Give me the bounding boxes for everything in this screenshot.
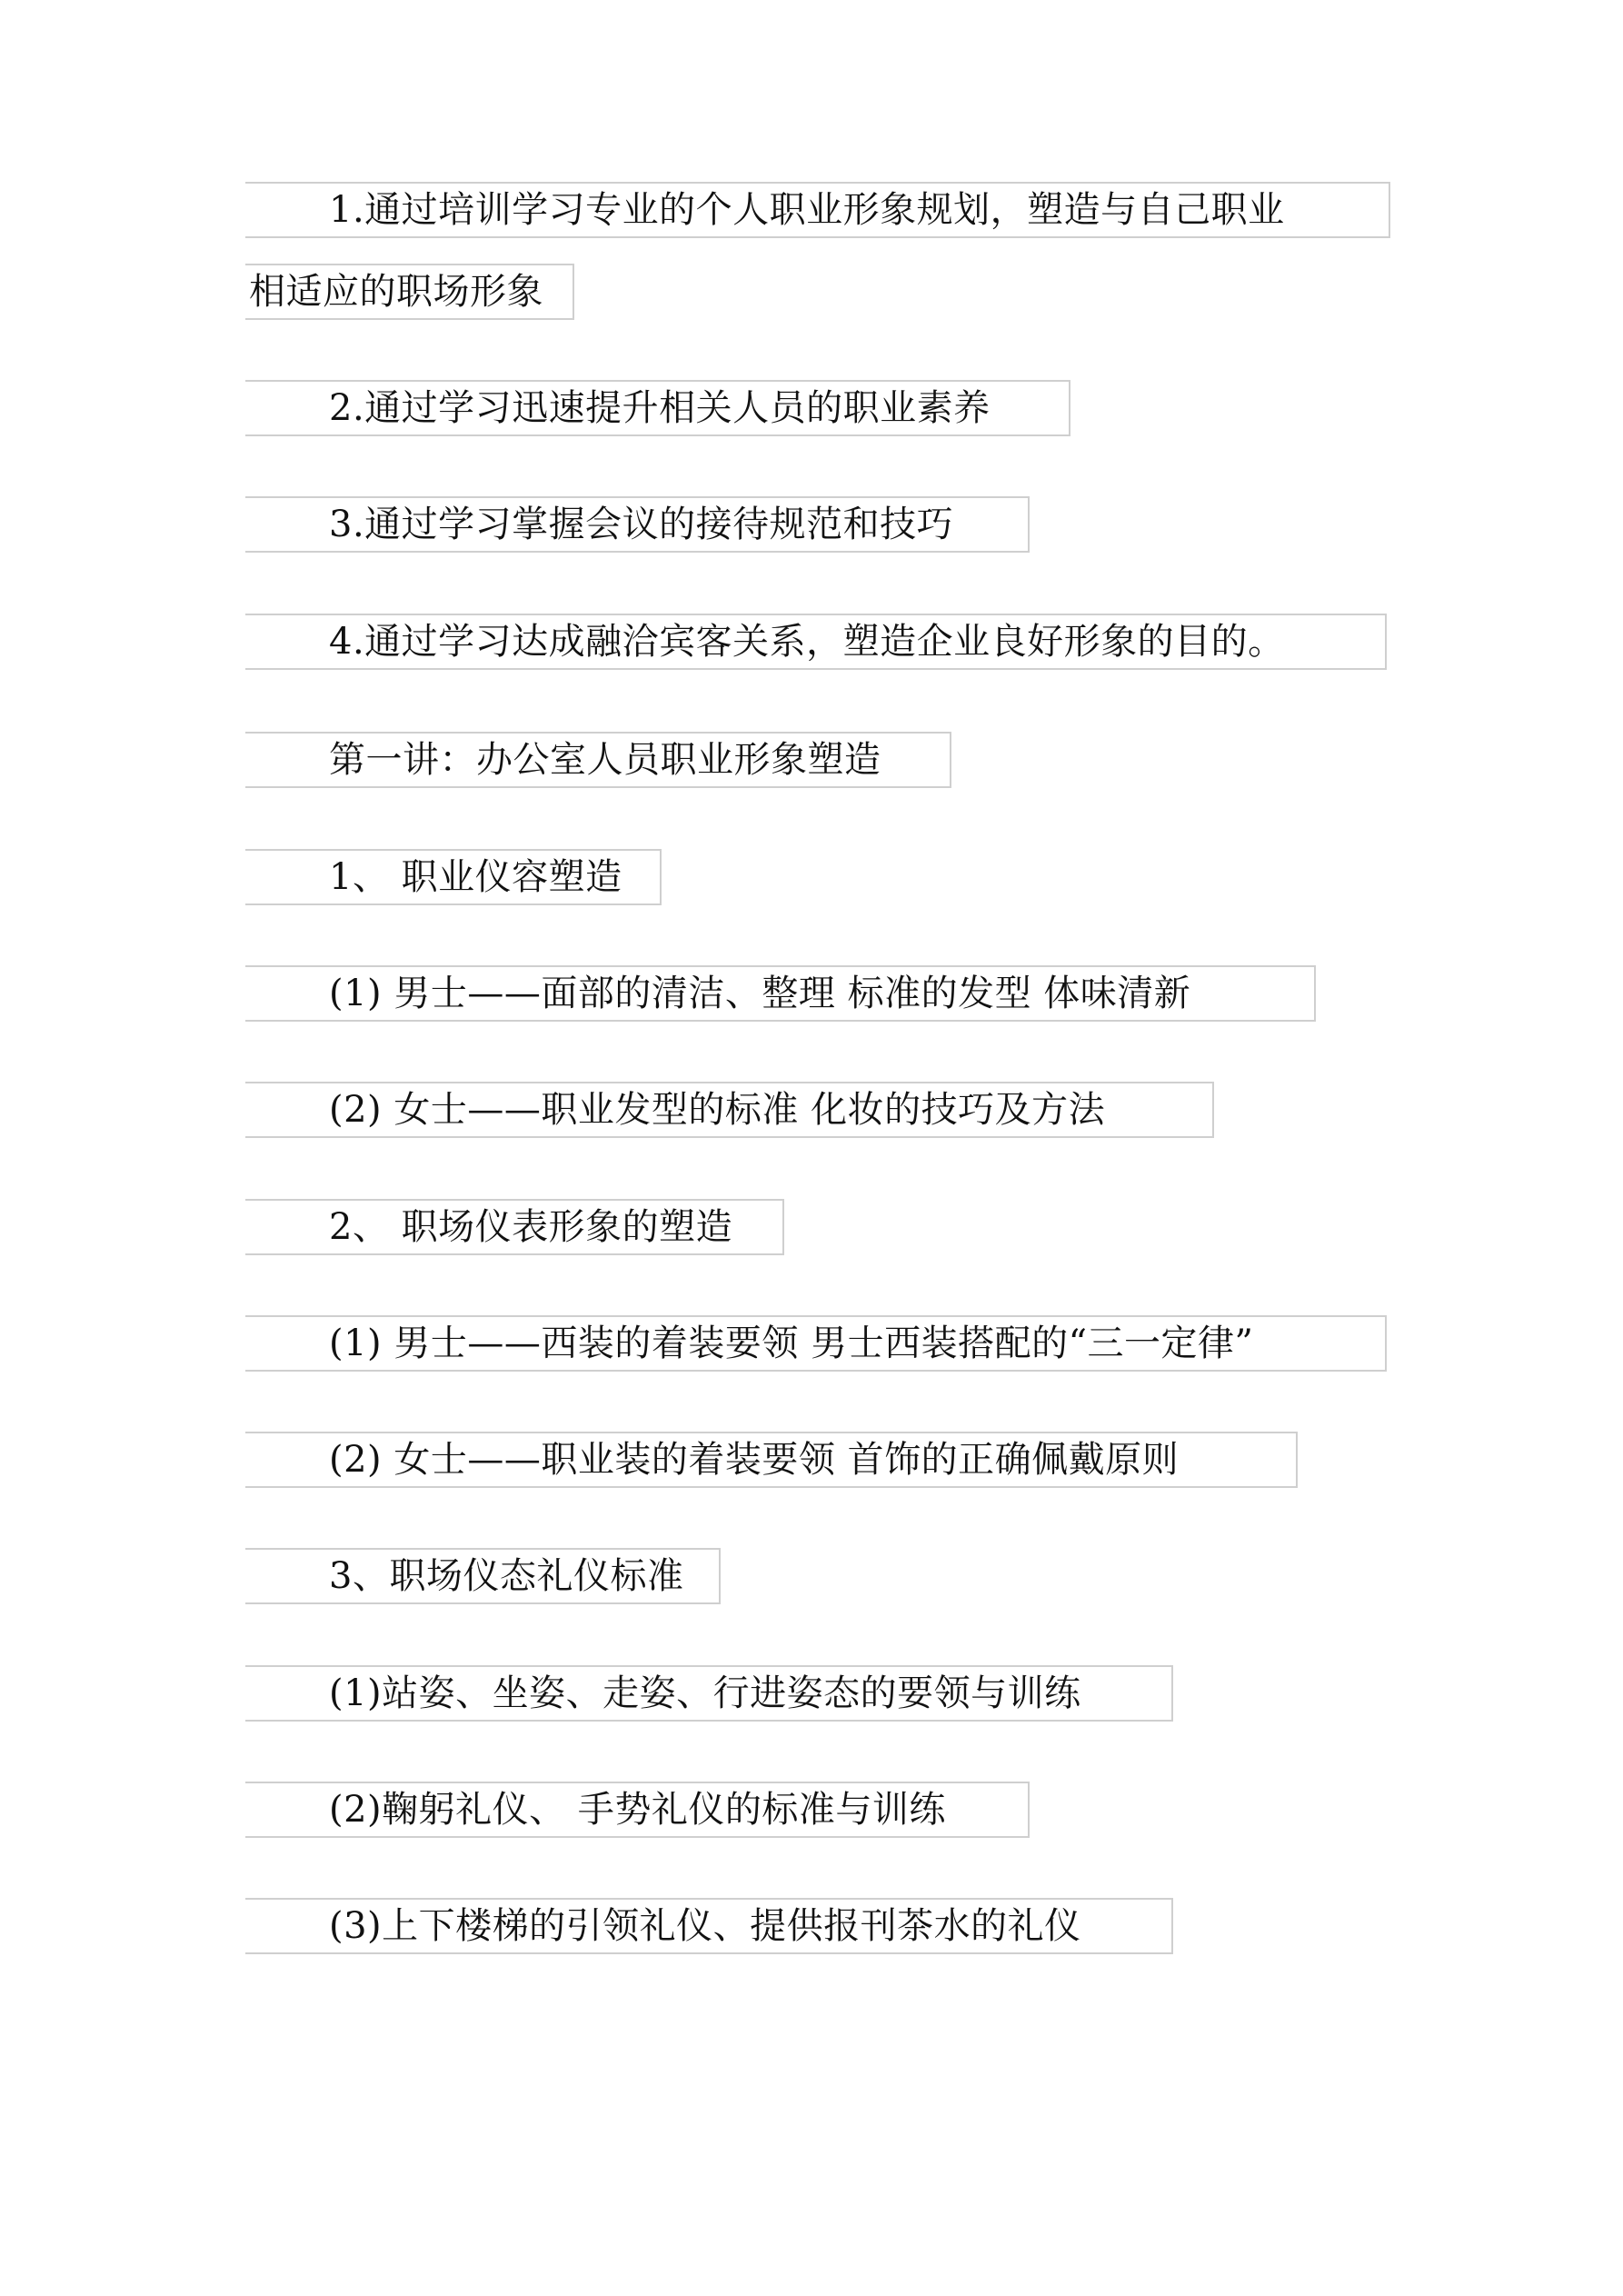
line-text: 3、职场仪态礼仪标准 [329, 1555, 684, 1597]
line-text: 2、 职场仪表形象的塑造 [329, 1206, 733, 1248]
line-text: 3.通过学习掌握会议的接待规范和技巧 [329, 504, 954, 545]
line-text: 第一讲：办公室人员职业形象塑造 [329, 739, 881, 781]
text-line [245, 1432, 1298, 1488]
line-text: (2) 女士——职业发型的标准 化妆的技巧及方法 [329, 1089, 1106, 1131]
line-text: 4.通过学习达成融洽宾客关系，塑造企业良好形象的目的。 [329, 621, 1285, 663]
line-text: (1) 男士——西装的着装要领 男士西装搭配的“三一定律” [329, 1323, 1254, 1364]
text-line [245, 1082, 1214, 1138]
line-text: 1.通过培训学习专业的个人职业形象规划，塑造与自己职业 [329, 189, 1285, 231]
line-text: (1) 男士——面部的清洁、整理 标准的发型 体味清新 [329, 973, 1191, 1014]
text-line [245, 1898, 1173, 1954]
text-line [245, 1199, 784, 1255]
text-line [245, 1665, 1173, 1722]
line-text: (2) 女士——职业装的着装要领 首饰的正确佩戴原则 [329, 1439, 1180, 1481]
text-line [245, 614, 1387, 670]
line-text: (3)上下楼梯的引领礼仪、提供报刊茶水的礼仪 [329, 1905, 1081, 1947]
text-line [245, 849, 662, 905]
text-line [245, 965, 1316, 1022]
text-line [245, 496, 1030, 553]
text-line [245, 1548, 721, 1604]
line-text: 2.通过学习迅速提升相关人员的职业素养 [329, 387, 991, 429]
line-text: 相适应的职场形象 [249, 271, 543, 313]
line-text: (1)站姿、坐姿、走姿、行进姿态的要领与训练 [329, 1672, 1081, 1714]
line-text: 1、 职业仪容塑造 [329, 856, 622, 898]
text-line [245, 264, 574, 320]
text-line [245, 732, 951, 788]
text-line [245, 182, 1390, 238]
text-line [245, 1782, 1030, 1838]
text-line [245, 1315, 1387, 1372]
text-line [245, 380, 1070, 436]
line-text: (2)鞠躬礼仪、 手势礼仪的标准与训练 [329, 1789, 946, 1831]
